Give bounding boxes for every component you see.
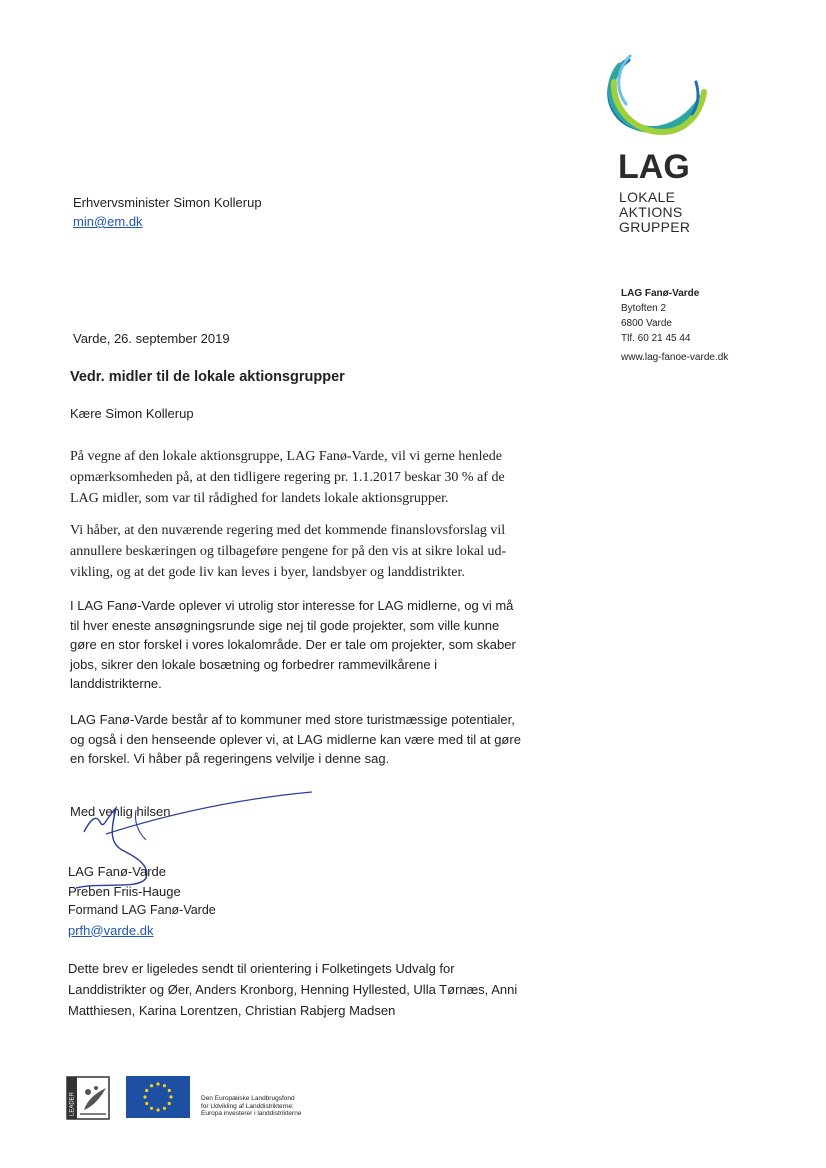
text-line: Dette brev er ligeledes sendt til orientering i Folketingets Udvalg for: [68, 961, 455, 976]
letter-greeting: Kære Simon Kollerup: [70, 406, 194, 421]
text-line: og også i den henseende oplever vi, at LAG midlerne kan være med til at gøre: [70, 731, 521, 747]
cc-note: [68, 958, 558, 1021]
sender-address: [621, 286, 728, 365]
text-line: opmærksomheden på, at den tidligere regering pr. 1.1.2017 beskar 30 % af de: [70, 470, 505, 485]
sender-street: Bytoften 2: [621, 303, 667, 314]
text-line: Den Europæiske Landbrugsfond: [201, 1095, 295, 1102]
leader-logo-icon: [66, 1076, 110, 1120]
text-line: gøre en stor forskel i vores lokalområde. Der er tale om projekter, som skaber: [70, 637, 516, 652]
text-line: Europa investerer i landdistrikterne: [201, 1110, 302, 1117]
leader-label: LEADER: [69, 1091, 76, 1116]
eu-fund-text: [201, 1095, 301, 1118]
recipient-email-link[interactable]: min@em.dk: [73, 214, 143, 229]
text-line: LAG Fanø-Varde består af to kommuner med store turistmæssige potentialer,: [70, 712, 515, 727]
lag-swirl-icon: [600, 52, 710, 147]
lag-logo: [600, 52, 710, 242]
letter-date: Varde, 26. september 2019: [73, 331, 230, 346]
logo-title: LAG: [618, 148, 690, 186]
text-line: Matthiesen, Karina Lorentzen, Christian Rabjerg Madsen: [68, 1003, 396, 1018]
recipient-name: Erhvervsminister Simon Kollerup: [73, 195, 262, 210]
text-line: vikling, og at det gode liv kan leves i byer, landsbyer og landdistrikter.: [70, 565, 465, 580]
text-line: for Udvikling af Landdistrikterne:: [201, 1102, 294, 1110]
signature-role: Formand LAG Fanø-Varde: [68, 903, 216, 917]
text-line: til hver eneste ansøgningsrunde sige nej til gode projekter, som ville kunne: [70, 617, 500, 633]
paragraph-1: [70, 446, 560, 509]
text-line: I LAG Fanø-Varde oplever vi utrolig stor interesse for LAG midlerne, og vi må: [70, 598, 514, 613]
text-line: På vegne af den lokale aktionsgruppe, LAG Fanø-Varde, vil vi gerne henlede: [70, 449, 502, 464]
sender-website[interactable]: www.lag-fanoe-varde.dk: [621, 352, 729, 363]
sender-name: LAG Fanø-Varde: [621, 288, 700, 299]
signature-email-link[interactable]: prfh@varde.dk: [68, 922, 154, 938]
text-line: LAG midler, som var til rådighed for landets lokale aktionsgrupper.: [70, 491, 449, 506]
signature-person: Preben Friis-Hauge: [68, 883, 181, 899]
sender-phone: Tlf. 60 21 45 44: [621, 333, 691, 344]
signature-block: [68, 862, 216, 940]
sender-city: 6800 Varde: [621, 318, 672, 329]
recipient-block: [73, 193, 262, 231]
paragraph-4: [70, 710, 560, 769]
letter-subject: Vedr. midler til de lokale aktionsgrupper: [70, 369, 345, 385]
letter-closing: Med venlig hilsen: [70, 804, 171, 819]
text-line: Vi håber, at den nuværende regering med det kommende finanslovsforslag vil: [70, 523, 506, 538]
logo-subtitle-1: LOKALE: [619, 189, 676, 205]
text-line: landdistrikterne.: [70, 676, 162, 691]
eu-flag-icon: [126, 1076, 190, 1118]
signature-org: LAG Fanø-Varde: [68, 864, 167, 879]
text-line: Landdistrikter og Øer, Anders Kronborg, Henning Hyllested, Ulla Tørnæs, Anni: [68, 982, 518, 997]
text-line: annullere beskæringen og tilbageføre pengene for på den vis at sikre lokal ud-: [70, 544, 507, 559]
text-line: en forskel. Vi håber på regeringens velvilje i denne sag.: [70, 751, 390, 766]
logo-subtitle-3: GRUPPER: [619, 219, 691, 235]
logo-subtitle-2: AKTIONS: [619, 204, 683, 220]
text-line: jobs, sikrer den lokale bosætning og forbedrer rammevilkårene i: [70, 656, 438, 672]
paragraph-3: [70, 596, 560, 694]
paragraph-2: [70, 520, 560, 583]
